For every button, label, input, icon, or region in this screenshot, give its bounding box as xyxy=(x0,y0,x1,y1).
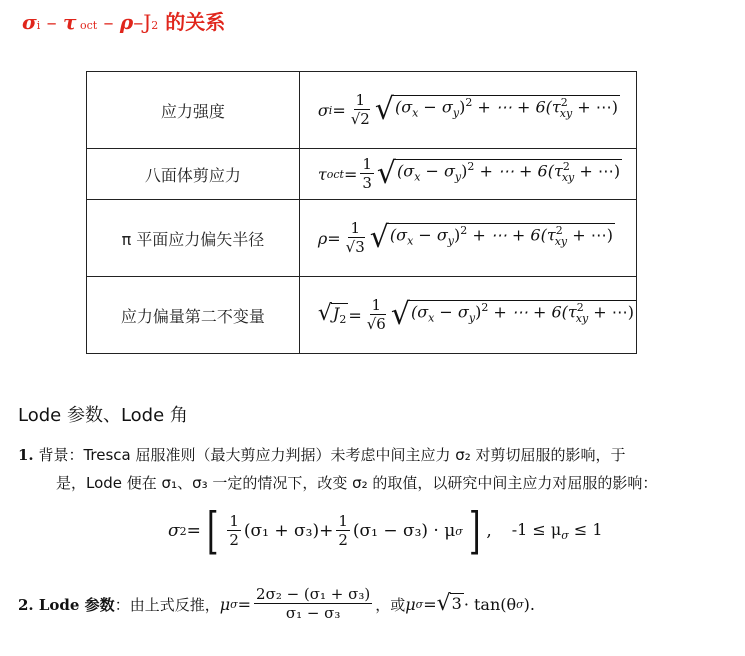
sqrt-radicand: 3 xyxy=(451,594,462,613)
left-bracket: [ xyxy=(206,502,219,560)
title-minus: – xyxy=(97,10,120,34)
quantity-formula xyxy=(299,200,636,277)
sqrt-radicand xyxy=(409,300,636,330)
expr: (σ xyxy=(394,97,413,117)
quantity-name: 应力偏量第二不变量 xyxy=(87,277,300,354)
sqrt xyxy=(390,297,636,332)
frac-num: 1 xyxy=(229,512,239,530)
expr: ) xyxy=(461,161,468,181)
tan-sub: σ xyxy=(516,597,524,611)
title-rho: ρ xyxy=(119,10,134,34)
eq-term: (σ₁ − σ₃) · μ xyxy=(352,521,456,541)
sup-2: 2 xyxy=(560,96,568,109)
sup-2: 2 xyxy=(465,96,473,109)
title-tau: τ xyxy=(63,10,77,34)
frac-num: 1 xyxy=(371,296,382,314)
eq-sign: = xyxy=(237,594,252,614)
point-number: 1. xyxy=(18,446,34,464)
eq-sign: = xyxy=(186,521,201,541)
formula-table xyxy=(86,71,637,354)
paragraph-background xyxy=(18,441,730,497)
quantity-name: 应力强度 xyxy=(87,72,300,149)
title-sub-2: 2 xyxy=(151,19,159,32)
fraction xyxy=(349,92,372,128)
formula-expression xyxy=(318,92,620,128)
formula-expression xyxy=(318,156,622,192)
title-sub-oct: oct xyxy=(76,19,98,32)
sqrt-radicand xyxy=(388,223,615,253)
frac-num: 2σ₂ − (σ₁ + σ₃) xyxy=(256,585,371,603)
sup-2: 2 xyxy=(481,301,489,314)
section-title: Lode 参数、Lode 角 xyxy=(18,405,188,426)
sub-x: x xyxy=(428,311,435,325)
sup-2: 2 xyxy=(467,160,475,173)
fraction xyxy=(365,297,388,333)
lhs-symbol: ρ xyxy=(317,228,328,248)
tan-text: · tan(θ xyxy=(463,594,517,614)
sub-x: x xyxy=(414,170,421,184)
sqrt xyxy=(374,92,620,127)
paragraph-text: ，或 xyxy=(375,595,406,614)
mu-symbol: μ xyxy=(219,594,231,614)
frac-den-radicand: 2 xyxy=(360,110,370,128)
expr: (σ xyxy=(397,161,415,181)
formula-expression xyxy=(318,297,636,333)
quantity-name: π 平面应力偏矢半径 xyxy=(87,200,300,277)
frac-den: σ₁ − σ₃ xyxy=(285,604,341,622)
eq-sign: = xyxy=(343,164,358,184)
sub-xy: xy xyxy=(575,311,589,325)
expr: − σ xyxy=(418,97,453,117)
title-J: J xyxy=(143,10,152,34)
quantity-name: 八面体剪应力 xyxy=(87,149,300,200)
frac-den: 3 xyxy=(362,174,372,192)
frac-den-radicand: 3 xyxy=(355,238,365,256)
quantity-formula xyxy=(299,277,636,354)
eq-plus: + xyxy=(319,521,334,541)
expr: + ⋯) xyxy=(572,97,618,117)
table-row xyxy=(87,72,637,149)
sub-xy: xy xyxy=(554,234,568,248)
fraction xyxy=(336,513,350,549)
sub-x: x xyxy=(407,234,414,248)
expr: − σ xyxy=(413,225,448,245)
frac-num: 1 xyxy=(350,219,360,237)
sqrt xyxy=(369,220,615,255)
sup-2: 2 xyxy=(555,224,563,237)
mu-sub: σ xyxy=(230,597,238,611)
paragraph-text: ：由上式反推， xyxy=(114,595,220,614)
sqrt-sign: √ xyxy=(317,301,332,327)
point-number: 2. Lode 参数 xyxy=(18,595,115,614)
tan-end: ). xyxy=(523,594,535,614)
sub-x: x xyxy=(412,106,419,120)
table-row xyxy=(87,277,637,354)
paragraph-line-1: 背景：Tresca 屈服准则（最大剪应力判据）未考虑中间主应力 σ₂ 对剪切屈服的影响，于 xyxy=(33,446,626,464)
lode-formula xyxy=(220,586,376,622)
eq-sign: = xyxy=(327,228,341,248)
fraction xyxy=(227,513,241,549)
sup-2: 2 xyxy=(562,160,570,173)
lode-angle-formula xyxy=(405,593,535,615)
formula-expression xyxy=(318,220,615,256)
expr: + ⋯ + 6(τ xyxy=(467,225,556,245)
sub-y: y xyxy=(454,170,462,184)
sup-2: 2 xyxy=(460,224,468,237)
title-rest: 的关系 xyxy=(158,10,226,34)
table-row xyxy=(87,200,637,277)
sqrt-radicand xyxy=(393,95,620,125)
lhs-sub: 2 xyxy=(339,313,347,327)
right-bracket: ] xyxy=(468,502,481,560)
mu-symbol: μ xyxy=(405,594,416,614)
sqrt xyxy=(437,593,464,615)
fraction xyxy=(344,220,367,256)
expr: + ⋯ + 6(τ xyxy=(474,161,563,181)
lhs-symbol: J xyxy=(332,304,340,324)
paragraph-line-2: 是，Lode 便在 σ₁、σ₃ 一定的情况下，改变 σ₂ 的取值，以研究中间主应力对屈服的影响： xyxy=(56,474,658,492)
mu-sub: σ xyxy=(415,597,424,611)
expr: − σ xyxy=(420,161,455,181)
eq-sign: = xyxy=(423,594,437,614)
range-end: ≤ 1 xyxy=(568,519,603,539)
lhs-sub: oct xyxy=(326,167,344,181)
eq-sign: = xyxy=(332,100,346,120)
eq-term: (σ₁ + σ₃) xyxy=(243,521,320,541)
range-sub: σ xyxy=(561,529,569,543)
expr: (σ xyxy=(389,225,408,245)
frac-num: 1 xyxy=(355,91,366,109)
lhs-symbol: τ xyxy=(317,164,327,184)
sqrt-sign: √ xyxy=(369,220,389,255)
fraction xyxy=(360,156,374,192)
page-title xyxy=(22,6,225,35)
quantity-formula xyxy=(299,72,636,149)
sqrt-sign: √ xyxy=(390,297,410,332)
expr: + ⋯ + 6(τ xyxy=(472,97,561,117)
frac-den-radicand: 6 xyxy=(376,315,386,333)
eq-comma: , xyxy=(486,521,492,541)
expr: ) xyxy=(454,225,461,245)
eq-sign: = xyxy=(348,305,362,325)
paragraph-lode-parameter xyxy=(18,586,535,622)
sqrt xyxy=(376,156,622,191)
frac-den: √6 xyxy=(366,315,386,333)
frac-den: 2 xyxy=(229,531,239,549)
sqrt-radicand xyxy=(395,159,622,189)
frac-den: √2 xyxy=(350,110,370,128)
title-minus: – xyxy=(133,10,144,34)
sub-xy: xy xyxy=(561,170,575,184)
frac-den: 2 xyxy=(338,531,348,549)
expr: + ⋯ + 6(τ xyxy=(488,302,577,322)
eq-lhs-sub: 2 xyxy=(179,524,187,538)
range-text: -1 ≤ μ xyxy=(511,519,562,539)
eq-lhs: σ xyxy=(168,521,180,541)
sqrt xyxy=(318,303,348,326)
lhs-symbol: σ xyxy=(317,100,329,120)
expr: + ⋯) xyxy=(588,302,634,322)
table-row xyxy=(87,149,637,200)
sup-2: 2 xyxy=(576,301,584,314)
eq-range xyxy=(512,520,603,542)
equation-sigma2 xyxy=(168,502,603,560)
sub-xy: xy xyxy=(559,106,573,120)
expr: (σ xyxy=(410,302,429,322)
frac-num: 1 xyxy=(338,512,348,530)
expr: + ⋯) xyxy=(574,161,621,181)
quantity-formula xyxy=(299,149,636,200)
title-sub-i: i xyxy=(36,19,41,32)
expr: + ⋯) xyxy=(567,225,613,245)
sqrt-sign: √ xyxy=(376,156,397,191)
title-sigma: σ xyxy=(22,10,37,34)
lhs-sub: i xyxy=(328,103,333,117)
sqrt-sign: √ xyxy=(374,92,394,127)
sub-y: y xyxy=(468,311,476,325)
eq-sub: σ xyxy=(455,524,463,538)
sub-y: y xyxy=(452,106,460,120)
sub-y: y xyxy=(447,234,455,248)
sqrt-radicand xyxy=(331,303,348,326)
sqrt-sign: √ xyxy=(436,591,451,616)
expr: ) xyxy=(475,302,482,322)
expr: − σ xyxy=(434,302,469,322)
title-minus: – xyxy=(40,10,63,34)
expr: ) xyxy=(459,97,466,117)
frac-den: √3 xyxy=(345,238,365,256)
frac-num: 1 xyxy=(362,155,372,173)
fraction xyxy=(254,586,372,622)
